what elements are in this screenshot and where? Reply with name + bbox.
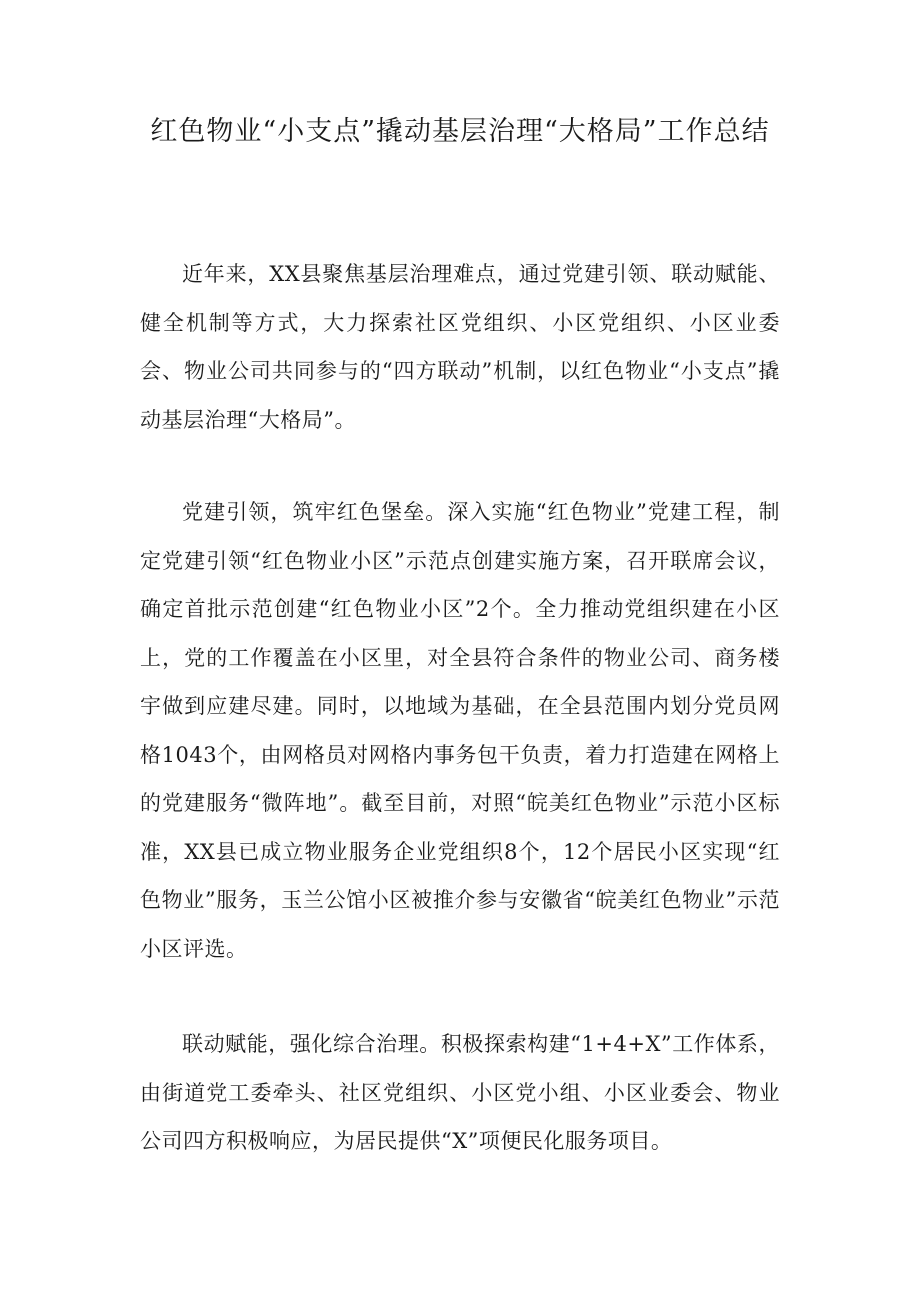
- paragraph-party-building: 党建引领，筑牢红色堡垒。深入实施“红色物业”党建工程，制定党建引领“红色物业小区”示范点创建实施方案，召开联席会议，确定首批示范创建“红色物业小区”2个。全力推动党组织建在小区上，党的工作覆盖在小区里，对全县符合条件的物业公司、商务楼宇做到应建尽建。同时，以地域为基础，在全县范围内划分党员网格1043个，由网格员对网格内事务包干负责，着力打造建在网格上的党建服务“微阵地”。截至目前，对照“皖美红色物业”示范小区标准，XX县已成立物业服务企业党组织8个，12个居民小区实现“红色物业”服务，玉兰公馆小区被推介参与安徽省“皖美红色物业”示范小区评选。: [140, 500, 780, 961]
- paragraph-intro: 近年来，XX县聚焦基层治理难点，通过党建引领、联动赋能、健全机制等方式，大力探索社区党组织、小区党组织、小区业委会、物业公司共同参与的“四方联动”机制，以红色物业“小支点”撬动基层治理“大格局”。: [140, 262, 780, 432]
- paragraph-linkage: 联动赋能，强化综合治理。积极探索构建“1+4+X”工作体系，由街道党工委牵头、社区党组织、小区党小组、小区业委会、物业公司四方积极响应，为居民提供“X”项便民化服务项目。: [140, 1032, 780, 1153]
- document-title: 红色物业“小支点”撬动基层治理“大格局”工作总结: [150, 116, 770, 147]
